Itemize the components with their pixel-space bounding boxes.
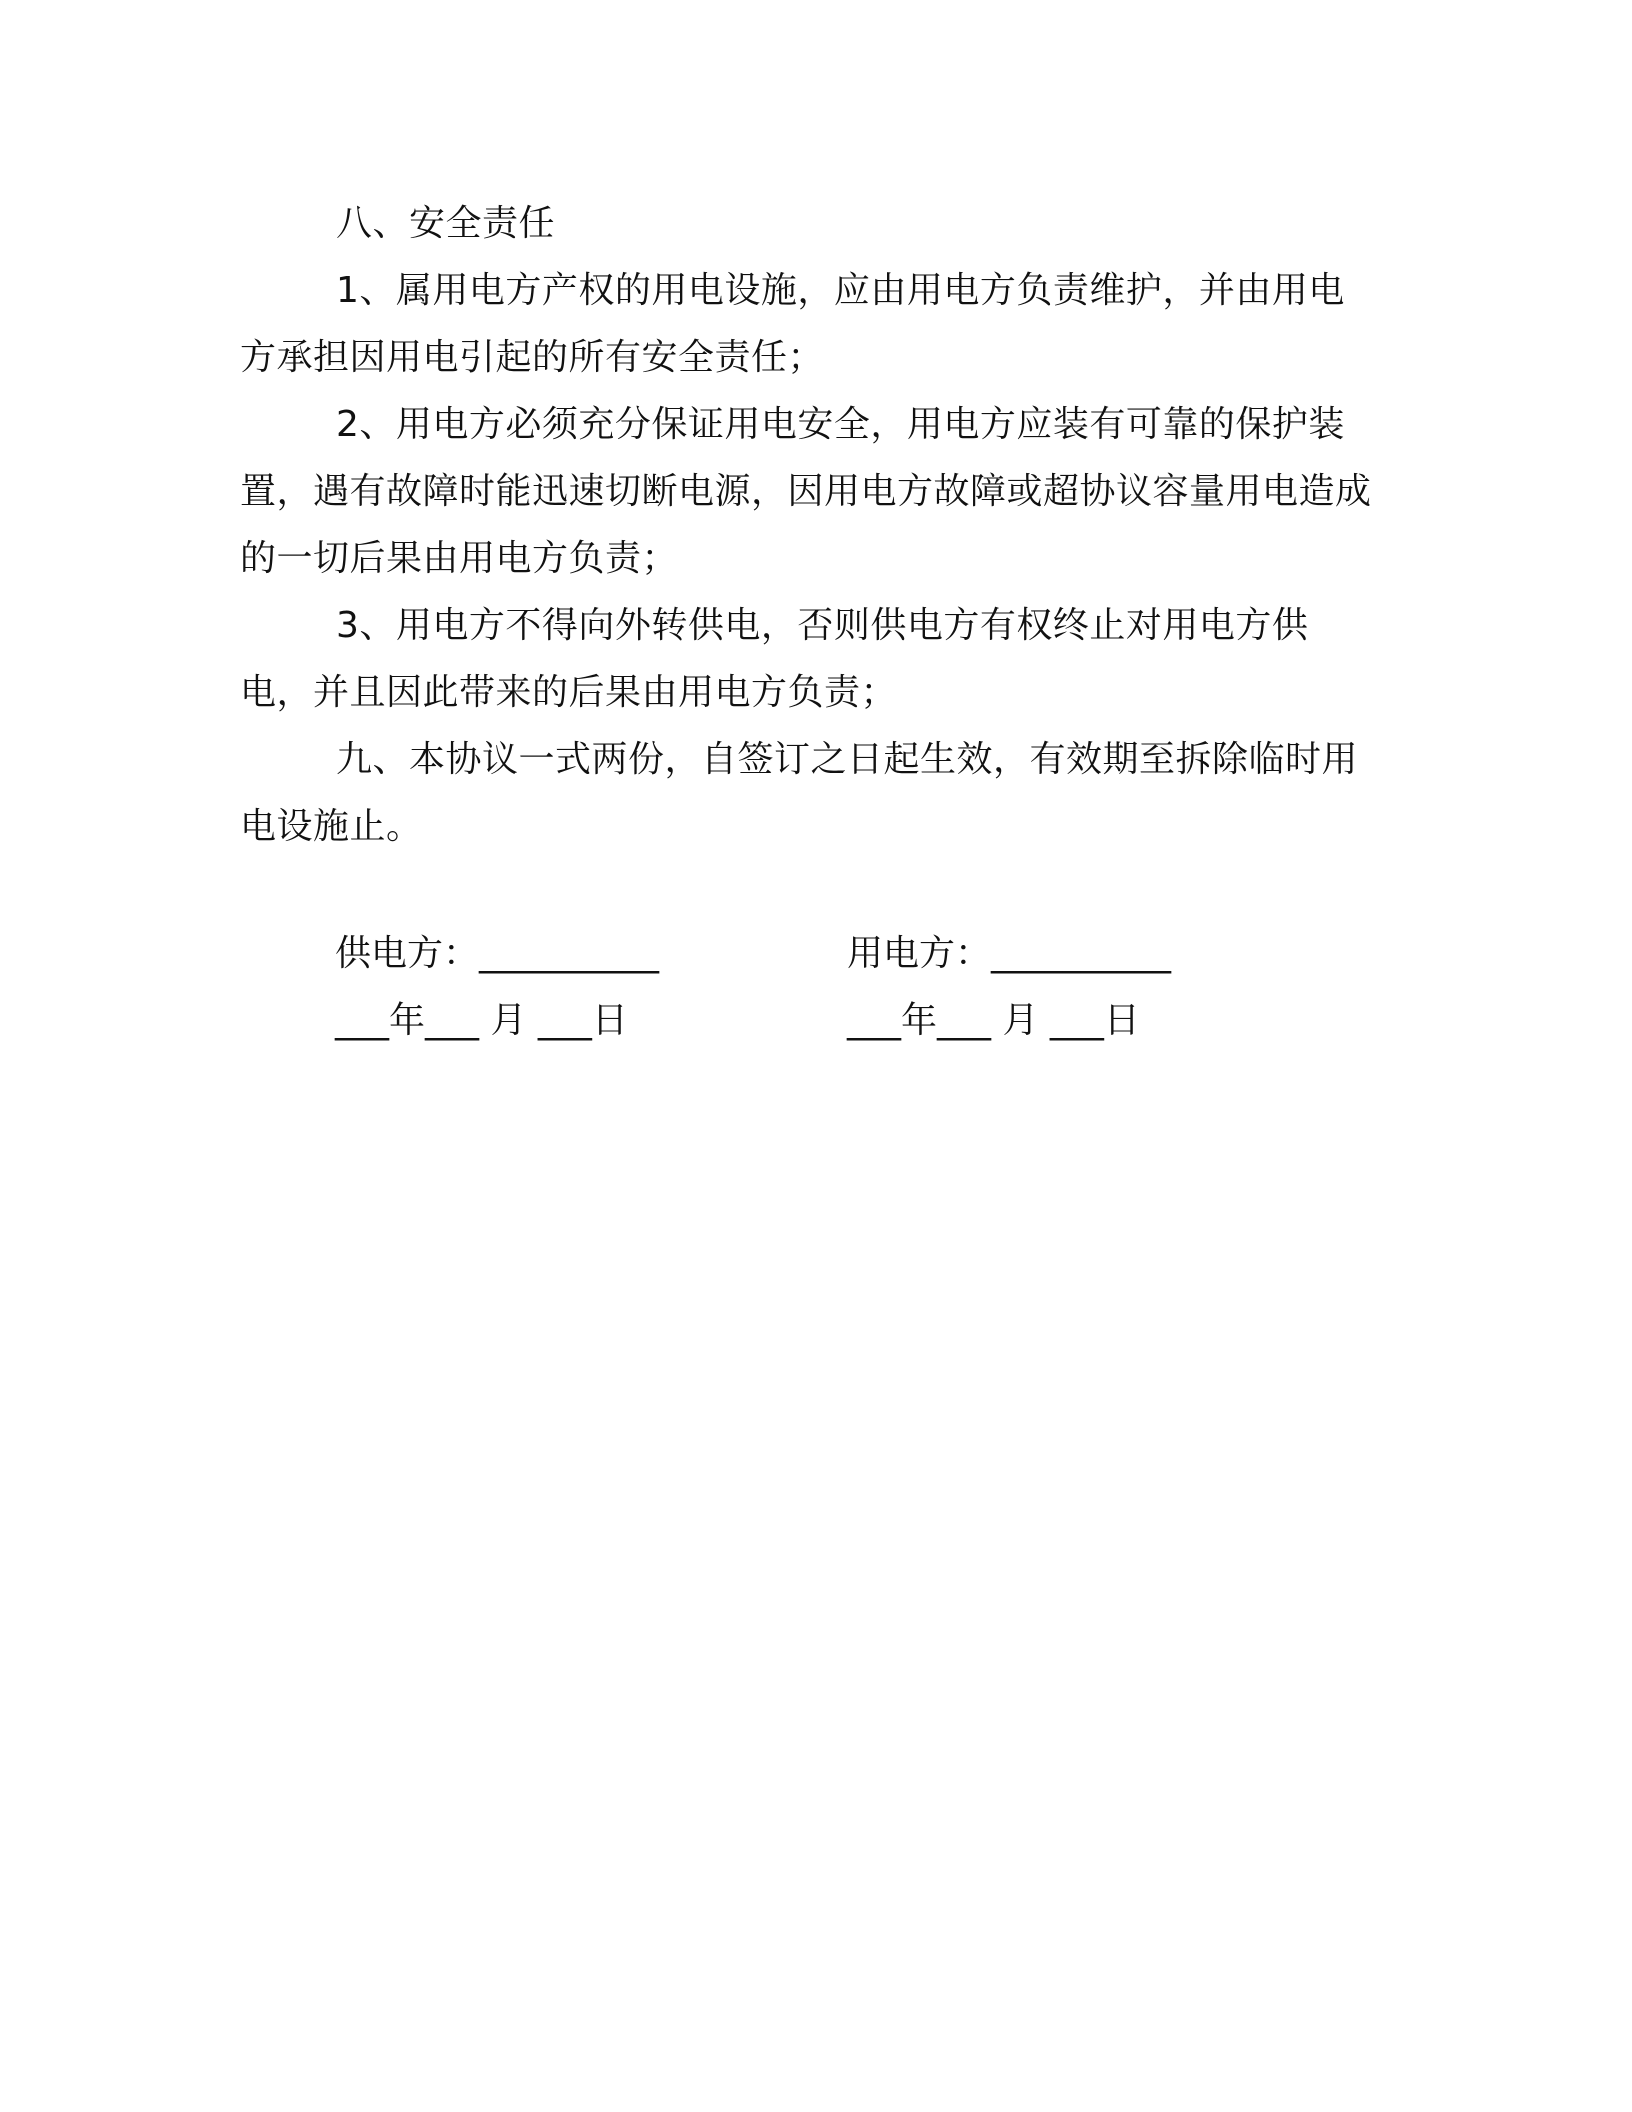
clause-2: 2、用电方必须充分保证用电安全，用电方应装有可靠的保护装置，遇有故障时能迅速切断电源，因用电方故障或超协议容量用电造成的一切后果由用电方负责；	[240, 404, 1372, 579]
section-heading-safety: 八、安全责任	[336, 203, 556, 244]
section-validity: 九、本协议一式两份，自签订之日起生效，有效期至拆除临时用电设施止。	[240, 739, 1359, 847]
signature-row	[335, 920, 1335, 987]
date-row	[335, 987, 1335, 1054]
user-signature: 用电方：__________	[847, 933, 1172, 974]
document-body	[240, 190, 1380, 860]
supplier-date: ___年___ 月 ___日	[335, 1000, 628, 1041]
clause-3: 3、用电方不得向外转供电，否则供电方有权终止对用电方供电，并且因此带来的后果由用电方负责；	[240, 605, 1309, 713]
signature-block	[335, 920, 1335, 1054]
user-date: ___年___ 月 ___日	[847, 1000, 1140, 1041]
clause-1: 1、属用电方产权的用电设施，应由用电方负责维护，并由用电方承担因用电引起的所有安全责任；	[240, 270, 1345, 378]
supplier-signature: 供电方：__________	[335, 933, 660, 974]
